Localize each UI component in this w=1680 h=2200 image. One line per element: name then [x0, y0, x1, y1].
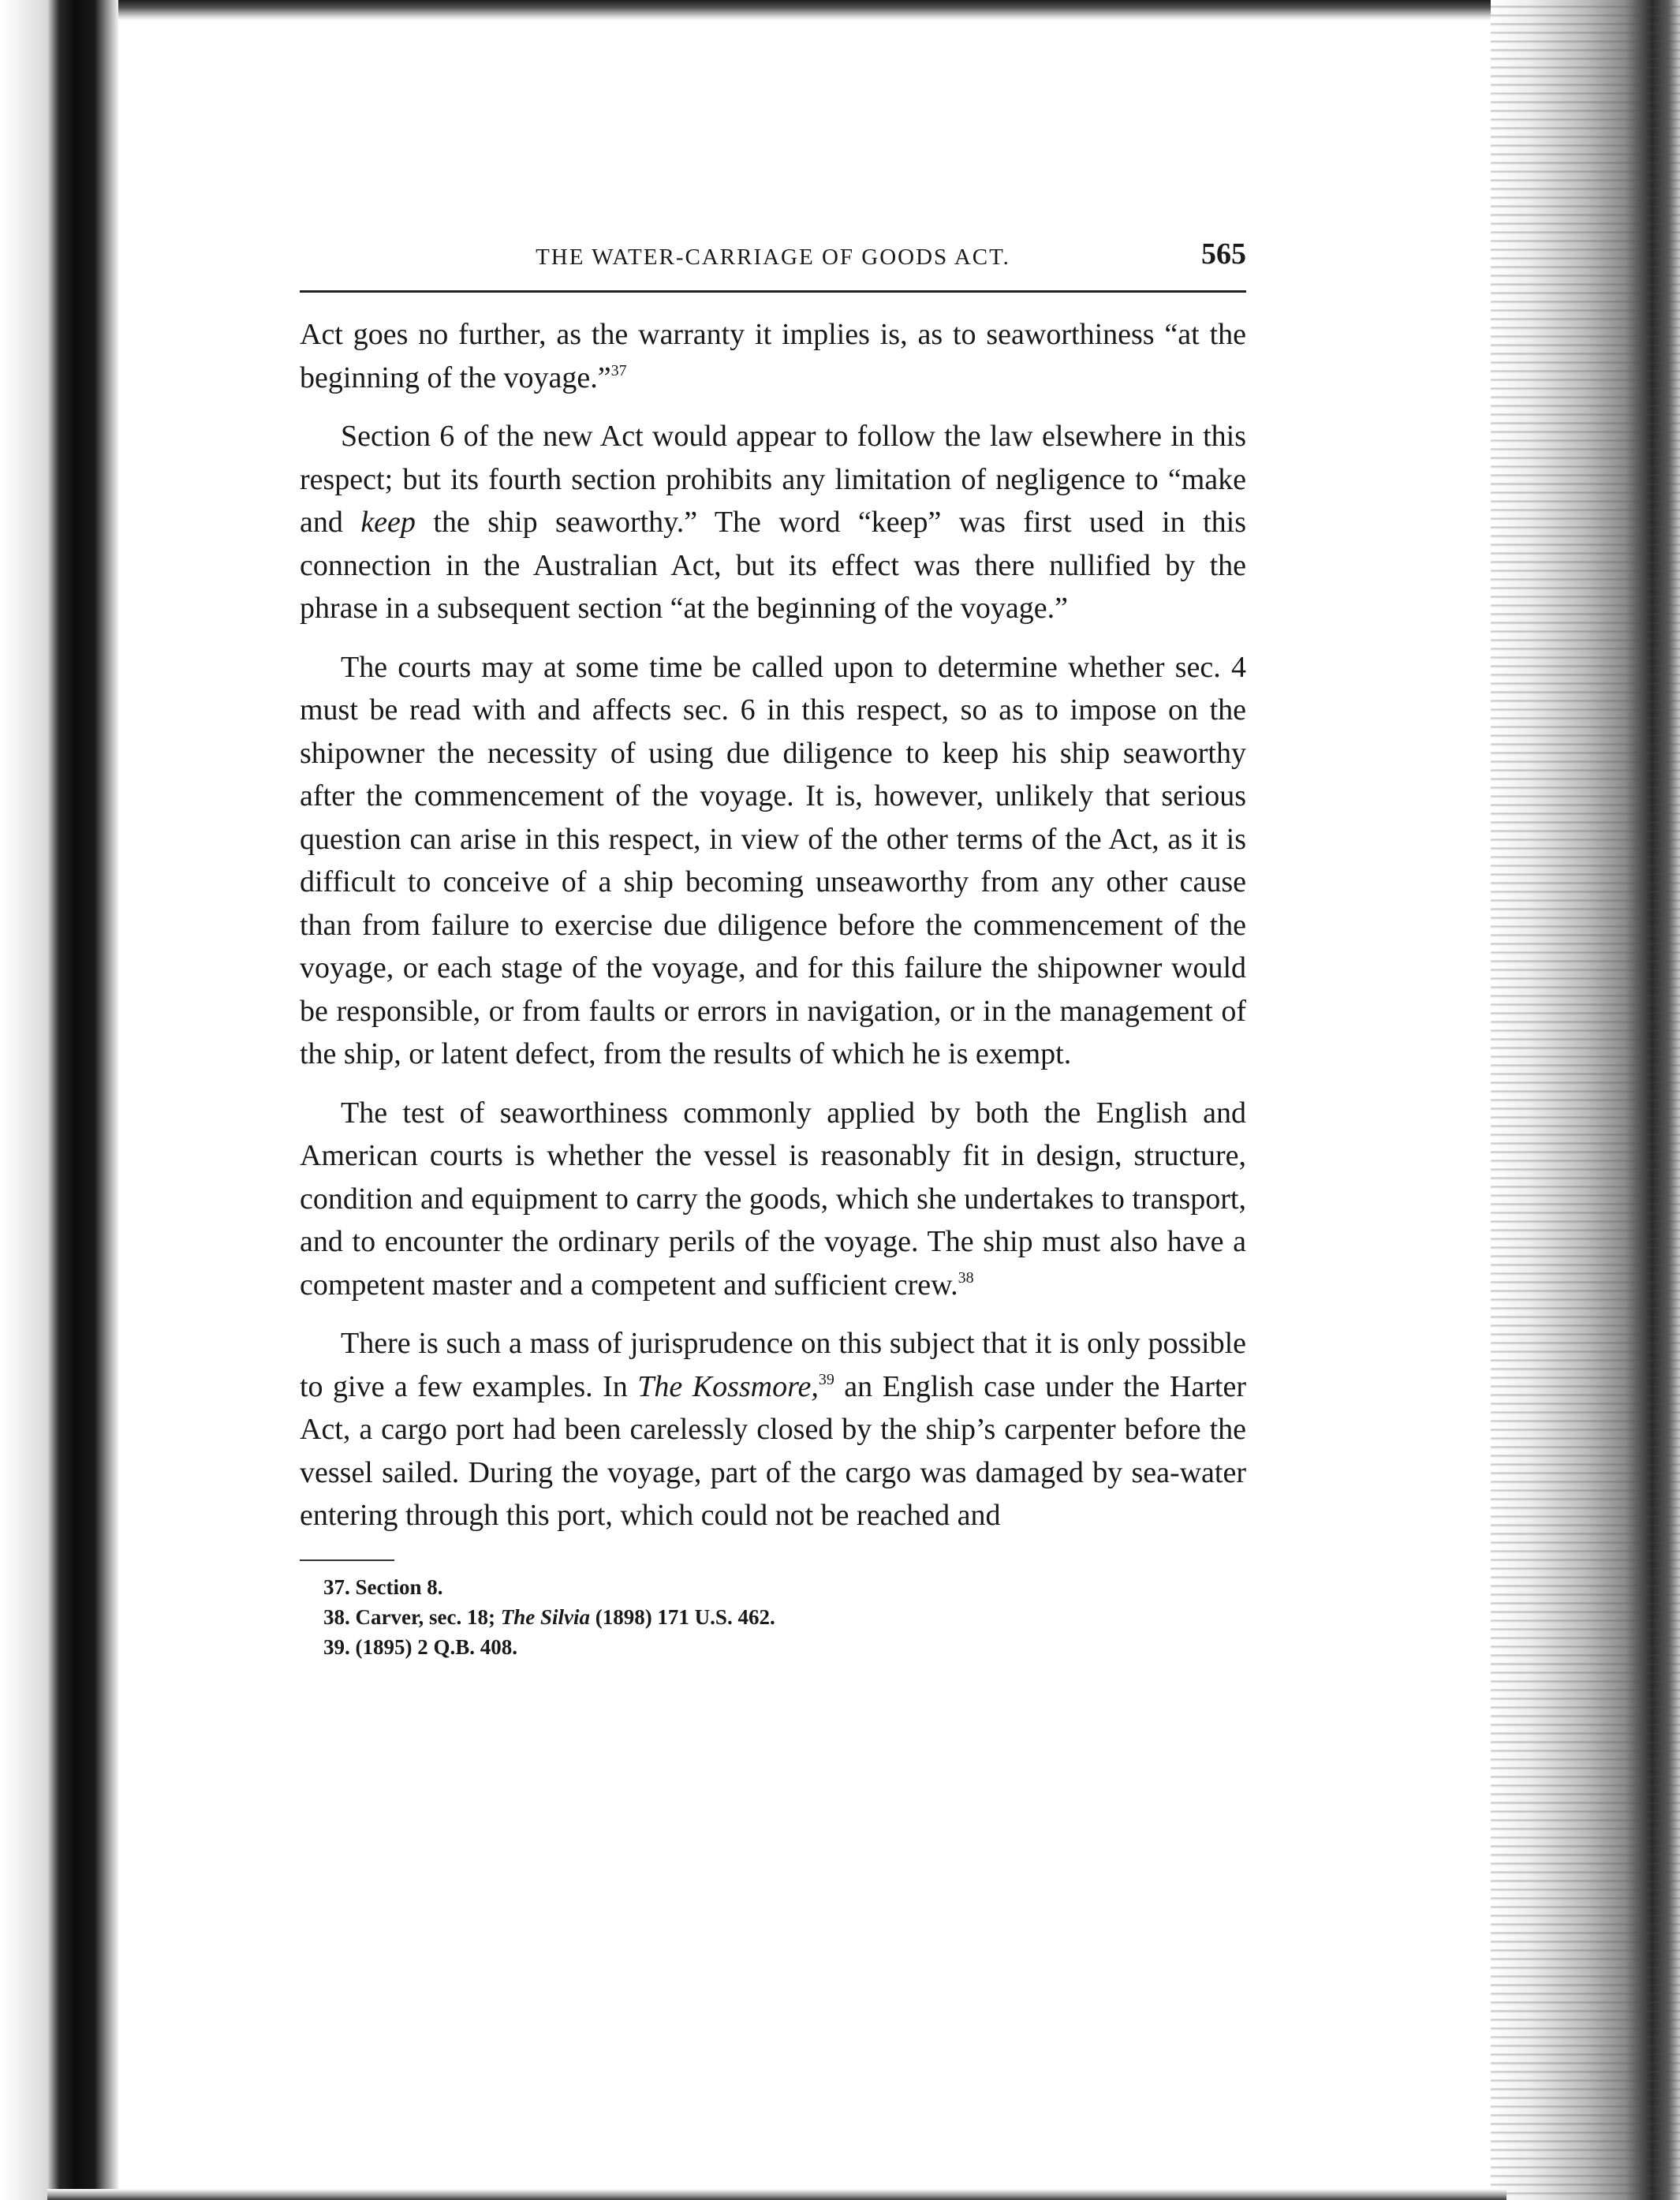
paragraph-4 [300, 1092, 1246, 1307]
footnote-ref-37: 37 [610, 361, 627, 379]
footnote-text: (1895) 2 Q.B. 408. [355, 1634, 517, 1659]
footnote-number: 39. [323, 1634, 350, 1659]
footnote-37 [323, 1572, 1246, 1602]
case-name: The Kossmore, [637, 1369, 819, 1403]
paragraph-text: Act goes no further, as the warranty it implies is, as to seaworthiness “at the beginning of the voyage.” [300, 318, 1246, 394]
paragraph-2 [300, 415, 1246, 630]
paragraph-text: There is such a mass of jurisprudence on this subject that it is only possible to give a few examples. In [300, 1327, 1246, 1403]
paragraph-1 [300, 313, 1246, 399]
footnote-rule [300, 1559, 394, 1561]
paragraph-text: The test of seaworthiness commonly applied by both the English and American courts is whether the vessel is reasonably fit in design, structure, condition and equipment to carry the goods, which she undertakes to transport, and to encounter the ordinary perils of the voyage. The ship must also have a competent master and a competent and sufficient crew. [300, 1096, 1246, 1302]
paragraph-text: the ship seaworthy.” The word “keep” was first used in this connection in the Australian Act, but its effect was there nullified by the phrase in a subsequent section “at the beginning of the voyage.” [300, 506, 1246, 625]
italic-emphasis: keep [360, 506, 416, 539]
case-name: The Silvia [500, 1604, 590, 1629]
footnote-text: Section 8. [355, 1574, 443, 1599]
book-page [300, 237, 1246, 1662]
body-text [300, 313, 1246, 1537]
paragraph-text: The courts may at some time be called upon to determine whether sec. 4 must be read with and affects sec. 6 in this respect, so as to impose on the shipowner the necessity of using due diligence to keep his ship seaworthy after the commencement of the voyage. It is, however, unlikely that serious question can arise in this respect, in view of the other terms of the Act, as it is difficult to conceive of a ship becoming unseaworthy from any other cause than from failure to exercise due diligence before the commencement of the voyage, or each stage of the voyage, and for this failure the shipowner would be responsible, or from faults or errors in navigation, or in the management of the ship, or latent defect, from the results of which he is exempt. [300, 650, 1246, 1070]
scan-spine-shadow [0, 0, 118, 2200]
running-title: THE WATER-CARRIAGE OF GOODS ACT. [536, 245, 1010, 270]
footnote-number: 37. [323, 1574, 350, 1599]
footnote-ref-38: 38 [958, 1268, 974, 1287]
paragraph-3 [300, 646, 1246, 1076]
footnotes [300, 1572, 1246, 1662]
scan-page-edges [1491, 0, 1680, 2200]
footnote-39 [323, 1632, 1246, 1662]
header-rule [300, 290, 1246, 293]
footnote-ref-39: 39 [818, 1370, 834, 1388]
footnote-text: (1898) 171 U.S. 462. [589, 1604, 775, 1629]
scan-bottom-edge [47, 2189, 1506, 2200]
page-number: 565 [1201, 237, 1246, 271]
footnote-38 [323, 1602, 1246, 1632]
paragraph-5 [300, 1322, 1246, 1537]
footnote-number: 38. [323, 1604, 350, 1629]
running-head [300, 237, 1246, 287]
scan-top-edge [118, 0, 1499, 21]
paragraph-text: an English case under the Harter Act, a cargo port had been carelessly closed by the ship’s carpenter before the vessel sailed. During the voyage, part of the cargo was damaged by sea-water entering through this port, which could not be reached and [300, 1369, 1246, 1532]
paragraph-text: Section 6 of the new Act would appear to follow the law elsewhere in this respect; but its fourth section prohibits any limitation of negligence to “make and [300, 420, 1246, 539]
footnote-text: Carver, sec. 18; [355, 1604, 501, 1629]
